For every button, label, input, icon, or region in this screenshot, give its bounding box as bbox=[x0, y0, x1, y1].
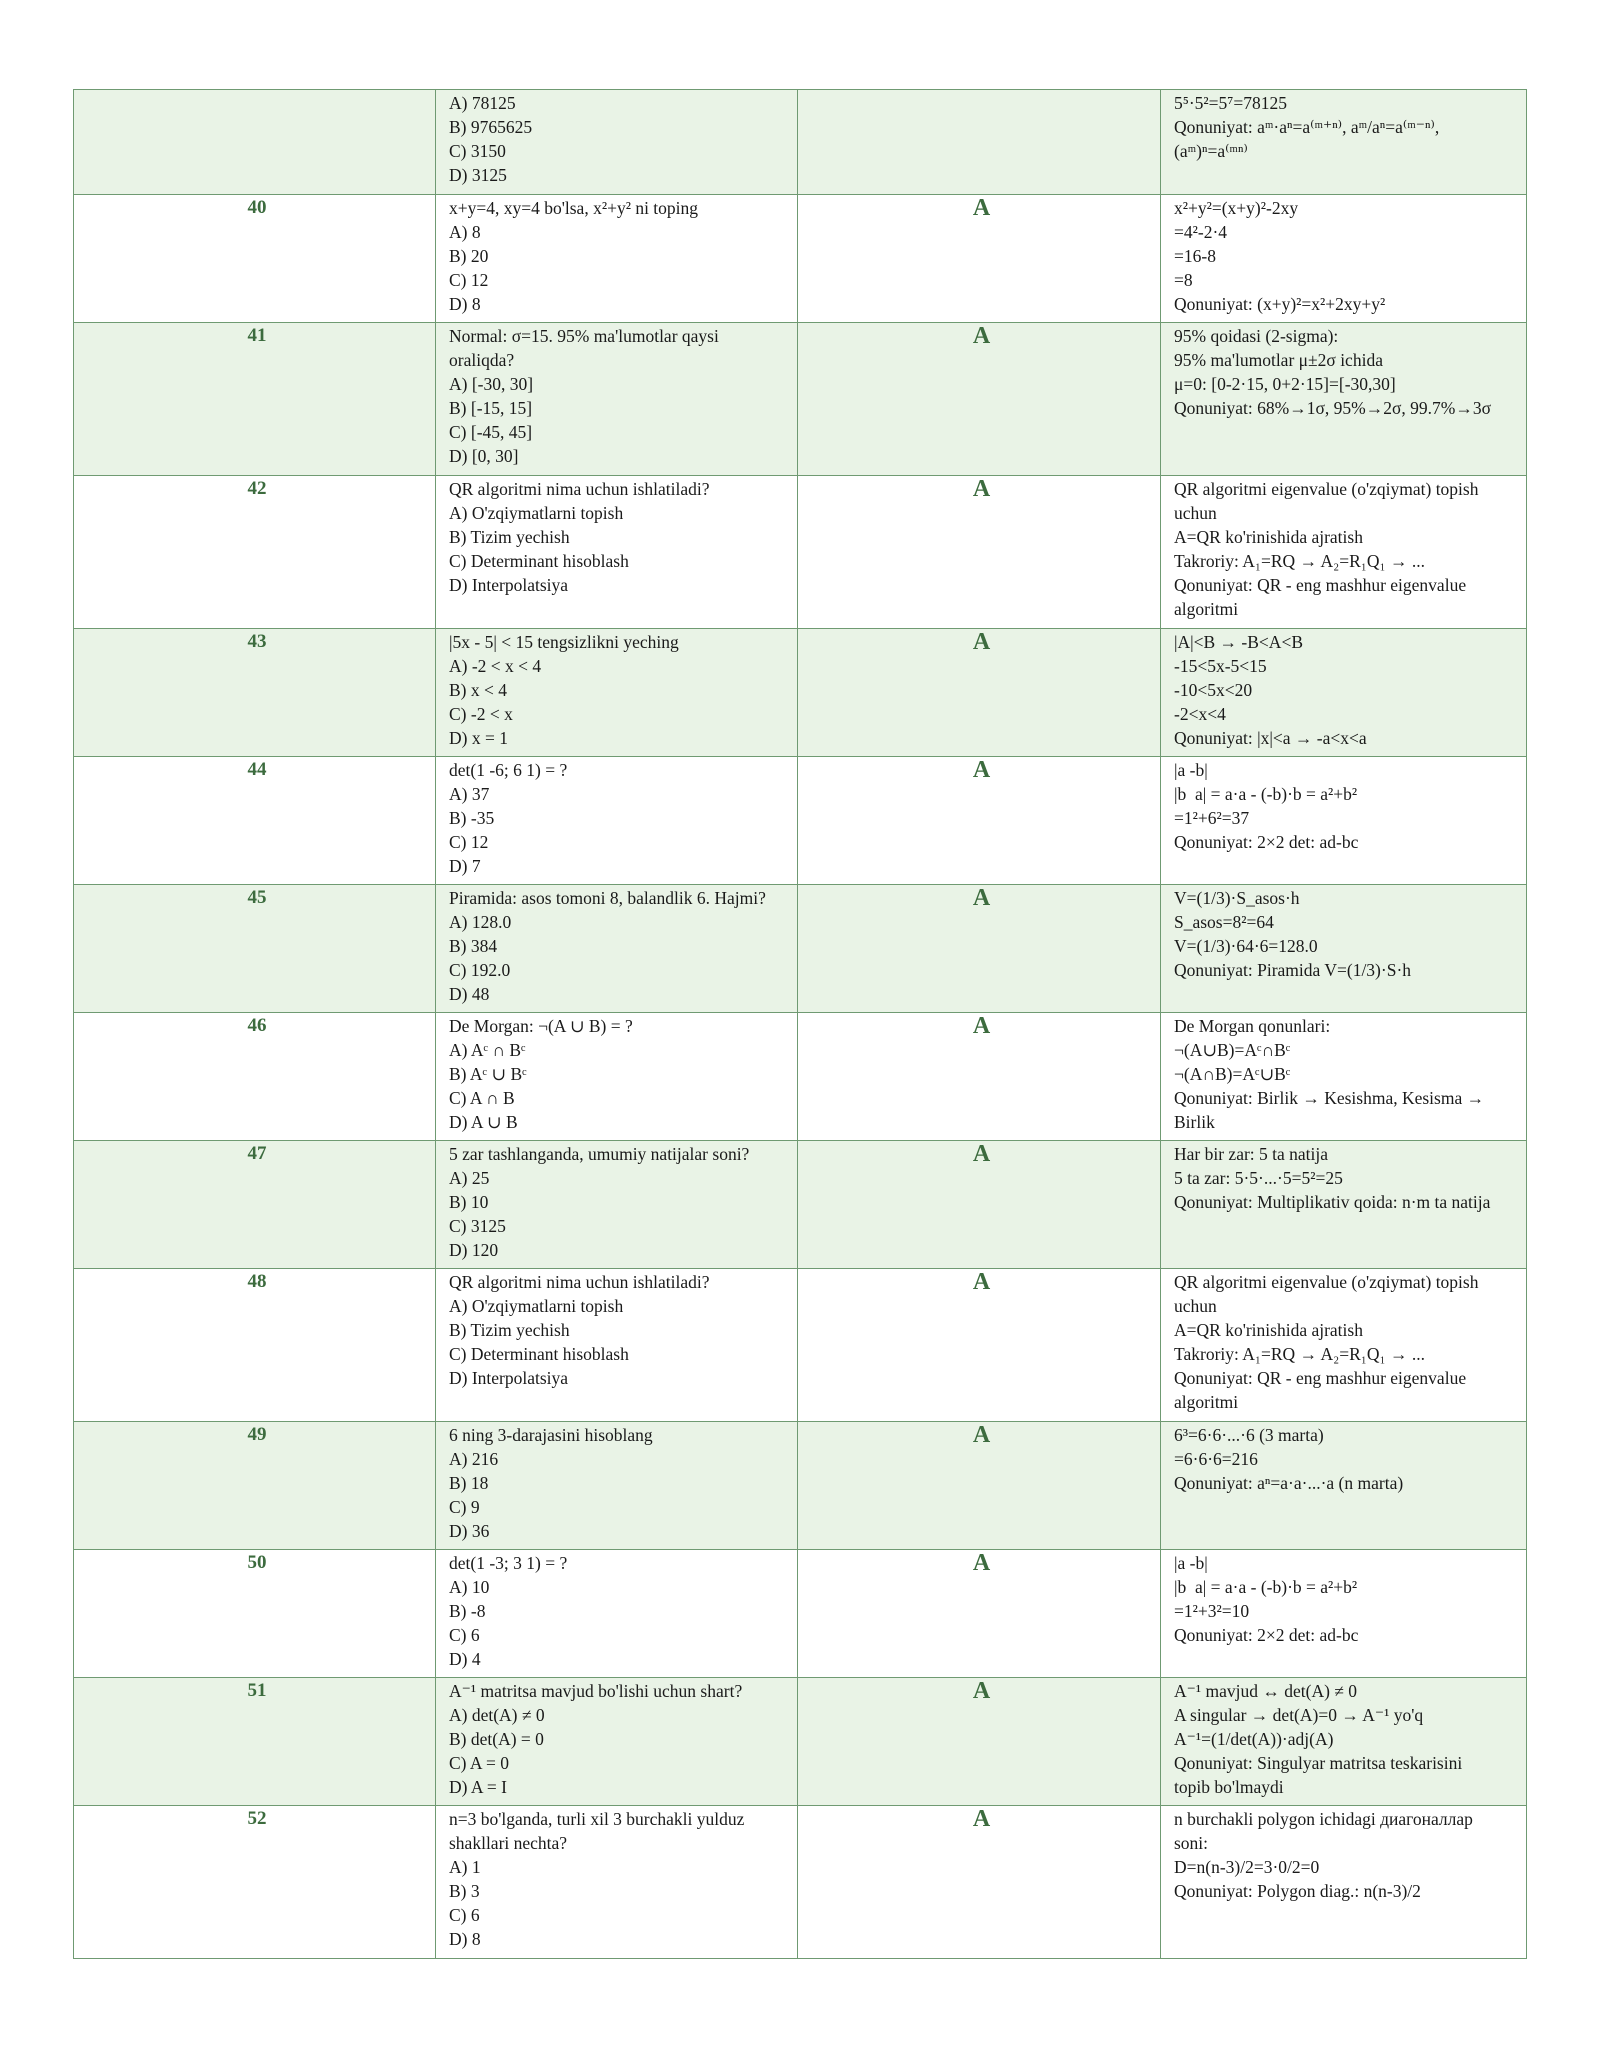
explanation-line: topib bo'lmaydi bbox=[1174, 1777, 1284, 1797]
question-line: B) -35 bbox=[449, 808, 495, 828]
explanation-line: algoritmi bbox=[1174, 599, 1239, 619]
question-number: 45 bbox=[74, 885, 436, 1013]
explanation-line: soni: bbox=[1174, 1833, 1209, 1853]
explanation-line: (aᵐ)ⁿ=a⁽ᵐⁿ⁾ bbox=[1174, 141, 1248, 161]
question-text: n=3 bo'lganda, turli xil 3 burchakli yulduz bbox=[449, 1809, 745, 1829]
explanation-line: A=QR ko'rinishida ajratish bbox=[1174, 1320, 1363, 1340]
question-text: x+y=4, xy=4 bo'lsa, x²+y² ni toping bbox=[449, 198, 699, 218]
explanation-line: Birlik bbox=[1174, 1112, 1215, 1132]
question-line: D) Interpolatsiya bbox=[449, 1368, 569, 1388]
question-number: 44 bbox=[74, 757, 436, 885]
question-line: A) -2 < x < 4 bbox=[449, 656, 542, 676]
question-line: B) -8 bbox=[449, 1601, 486, 1621]
explanation-cell bbox=[1161, 1806, 1527, 1959]
explanation-line: ¬(A∪B)=Aᶜ∩Bᶜ bbox=[1174, 1040, 1291, 1060]
question-line: B) Tizim yechish bbox=[449, 527, 570, 547]
answer-letter: A bbox=[798, 1013, 1161, 1141]
question-cell bbox=[436, 195, 798, 323]
question-line: C) 3125 bbox=[449, 1216, 506, 1236]
question-line: B) 3 bbox=[449, 1881, 480, 1901]
question-line: B) 10 bbox=[449, 1192, 489, 1212]
table-row bbox=[74, 1013, 1527, 1141]
answer-letter: A bbox=[798, 323, 1161, 476]
table-row bbox=[74, 1141, 1527, 1269]
explanation-cell bbox=[1161, 476, 1527, 629]
question-cell bbox=[436, 1269, 798, 1422]
explanation-line: Qonuniyat: Singulyar matritsa teskarisini bbox=[1174, 1753, 1463, 1773]
explanation-line: 5 ta zar: 5·5·...·5=5²=25 bbox=[1174, 1168, 1343, 1188]
question-cell bbox=[436, 1806, 798, 1959]
explanation-line: A⁻¹ mavjud ↔ det(A) ≠ 0 bbox=[1174, 1681, 1358, 1701]
question-line: A) 78125 bbox=[449, 93, 516, 113]
explanation-line: S_asos=8²=64 bbox=[1174, 912, 1274, 932]
explanation-line: |a -b| bbox=[1174, 760, 1208, 780]
question-line: D) 36 bbox=[449, 1521, 490, 1541]
question-line: D) A = I bbox=[449, 1777, 507, 1797]
question-line: A) 216 bbox=[449, 1449, 499, 1469]
explanation-line: =16-8 bbox=[1174, 246, 1216, 266]
question-line: C) Determinant hisoblash bbox=[449, 551, 629, 571]
explanation-line: 95% ma'lumotlar μ±2σ ichida bbox=[1174, 350, 1383, 370]
question-line: A) 128.0 bbox=[449, 912, 512, 932]
table-row bbox=[74, 757, 1527, 885]
explanation-line: Qonuniyat: aᵐ·aⁿ=a⁽ᵐ⁺ⁿ⁾, aᵐ/aⁿ=a⁽ᵐ⁻ⁿ⁾, bbox=[1174, 117, 1440, 137]
explanation-line: =4²-2·4 bbox=[1174, 222, 1228, 242]
question-line: C) -2 < x bbox=[449, 704, 513, 724]
question-line: C) 9 bbox=[449, 1497, 480, 1517]
question-cell bbox=[436, 1550, 798, 1678]
question-text: Piramida: asos tomoni 8, balandlik 6. Hajmi? bbox=[449, 888, 766, 908]
question-line: C) 3150 bbox=[449, 141, 506, 161]
question-line: D) 8 bbox=[449, 1929, 481, 1949]
explanation-line: |b a| = a·a - (-b)·b = a²+b² bbox=[1174, 1577, 1358, 1597]
question-line: C) Determinant hisoblash bbox=[449, 1344, 629, 1364]
explanation-line: ¬(A∩B)=Aᶜ∪Bᶜ bbox=[1174, 1064, 1291, 1084]
table-row bbox=[74, 629, 1527, 757]
question-number: 52 bbox=[74, 1806, 436, 1959]
explanation-cell bbox=[1161, 90, 1527, 195]
question-line: D) [0, 30] bbox=[449, 446, 519, 466]
answer-letter: A bbox=[798, 1550, 1161, 1678]
answer-letter: A bbox=[798, 1269, 1161, 1422]
table-row bbox=[74, 323, 1527, 476]
explanation-line: Qonuniyat: aⁿ=a·a·...·a (n marta) bbox=[1174, 1473, 1404, 1493]
explanation-line: n burchakli polygon ichidagi диагоналлар bbox=[1174, 1809, 1473, 1829]
question-line: C) [-45, 45] bbox=[449, 422, 533, 442]
question-line: A) O'zqiymatlarni topish bbox=[449, 1296, 624, 1316]
explanation-cell bbox=[1161, 1013, 1527, 1141]
explanation-line: =1²+6²=37 bbox=[1174, 808, 1250, 828]
explanation-line: uchun bbox=[1174, 1296, 1217, 1316]
question-line: B) 20 bbox=[449, 246, 489, 266]
explanation-line: Qonuniyat: 68%→1σ, 95%→2σ, 99.7%→3σ bbox=[1174, 398, 1492, 418]
explanation-line: Qonuniyat: |x|<a → -a<x<a bbox=[1174, 728, 1367, 748]
explanation-cell bbox=[1161, 629, 1527, 757]
questions-table bbox=[73, 89, 1527, 1959]
question-number: 48 bbox=[74, 1269, 436, 1422]
question-line: D) 48 bbox=[449, 984, 490, 1004]
explanation-line: |a -b| bbox=[1174, 1553, 1208, 1573]
question-text: QR algoritmi nima uchun ishlatiladi? bbox=[449, 1272, 710, 1292]
question-line: D) 7 bbox=[449, 856, 481, 876]
question-number: 41 bbox=[74, 323, 436, 476]
explanation-line: 6³=6·6·...·6 (3 marta) bbox=[1174, 1425, 1324, 1445]
explanation-line: Takroriy: A₁=RQ → A₂=R₁Q₁ → ... bbox=[1174, 551, 1425, 571]
answer-letter: A bbox=[798, 757, 1161, 885]
explanation-line: |b a| = a·a - (-b)·b = a²+b² bbox=[1174, 784, 1358, 804]
explanation-line: Qonuniyat: Piramida V=(1/3)·S·h bbox=[1174, 960, 1412, 980]
answer-letter: A bbox=[798, 476, 1161, 629]
question-line: B) 18 bbox=[449, 1473, 489, 1493]
table-row bbox=[74, 1269, 1527, 1422]
question-line: C) 12 bbox=[449, 832, 489, 852]
question-text: 5 zar tashlanganda, umumiy natijalar soni? bbox=[449, 1144, 750, 1164]
explanation-line: x²+y²=(x+y)²-2xy bbox=[1174, 198, 1299, 218]
table-row bbox=[74, 1678, 1527, 1806]
explanation-line: |A|<B → -B<A<B bbox=[1174, 632, 1303, 652]
question-line: B) [-15, 15] bbox=[449, 398, 533, 418]
question-text: A⁻¹ matritsa mavjud bo'lishi uchun shart? bbox=[449, 1681, 743, 1701]
explanation-cell bbox=[1161, 323, 1527, 476]
explanation-line: uchun bbox=[1174, 503, 1217, 523]
explanation-line: A singular → det(A)=0 → A⁻¹ yo'q bbox=[1174, 1705, 1424, 1725]
question-line: A) [-30, 30] bbox=[449, 374, 534, 394]
explanation-line: μ=0: [0-2·15, 0+2·15]=[-30,30] bbox=[1174, 374, 1396, 394]
answer-letter: A bbox=[798, 1141, 1161, 1269]
answer-letter: A bbox=[798, 1678, 1161, 1806]
table-row bbox=[74, 1550, 1527, 1678]
question-number: 42 bbox=[74, 476, 436, 629]
question-line: B) det(A) = 0 bbox=[449, 1729, 544, 1749]
explanation-line: -10<5x<20 bbox=[1174, 680, 1253, 700]
question-line: A) 10 bbox=[449, 1577, 490, 1597]
question-line: D) Interpolatsiya bbox=[449, 575, 569, 595]
explanation-line: Qonuniyat: Multiplikativ qoida: n·m ta natija bbox=[1174, 1192, 1491, 1212]
question-cell bbox=[436, 757, 798, 885]
explanation-cell bbox=[1161, 1422, 1527, 1550]
question-text: QR algoritmi nima uchun ishlatiladi? bbox=[449, 479, 710, 499]
question-line: shakllari nechta? bbox=[449, 1833, 568, 1853]
question-number: 43 bbox=[74, 629, 436, 757]
answer-letter: A bbox=[798, 885, 1161, 1013]
question-line: D) x = 1 bbox=[449, 728, 508, 748]
table-row bbox=[74, 90, 1527, 195]
explanation-line: A⁻¹=(1/det(A))·adj(A) bbox=[1174, 1729, 1334, 1749]
question-cell bbox=[436, 1013, 798, 1141]
question-line: D) 120 bbox=[449, 1240, 499, 1260]
answer-letter: A bbox=[798, 1806, 1161, 1959]
table-row bbox=[74, 1422, 1527, 1550]
explanation-line: V=(1/3)·64·6=128.0 bbox=[1174, 936, 1318, 956]
question-line: A) 1 bbox=[449, 1857, 481, 1877]
explanation-cell bbox=[1161, 757, 1527, 885]
question-line: D) 3125 bbox=[449, 165, 507, 185]
explanation-line: Qonuniyat: QR - eng mashhur eigenvalue bbox=[1174, 1368, 1467, 1388]
question-text: Normal: σ=15. 95% ma'lumotlar qaysi bbox=[449, 326, 719, 346]
question-line: D) A ∪ B bbox=[449, 1112, 518, 1132]
question-line: B) 384 bbox=[449, 936, 498, 956]
question-line: B) Aᶜ ∪ Bᶜ bbox=[449, 1064, 527, 1084]
explanation-line: Qonuniyat: 2×2 det: ad-bc bbox=[1174, 832, 1359, 852]
explanation-line: Qonuniyat: QR - eng mashhur eigenvalue bbox=[1174, 575, 1467, 595]
question-text: det(1 -6; 6 1) = ? bbox=[449, 760, 568, 780]
answer-letter: A bbox=[798, 1422, 1161, 1550]
explanation-line: A=QR ko'rinishida ajratish bbox=[1174, 527, 1363, 547]
question-cell bbox=[436, 476, 798, 629]
question-line: D) 4 bbox=[449, 1649, 481, 1669]
question-line: D) 8 bbox=[449, 294, 481, 314]
explanation-line: Qonuniyat: Birlik → Kesishma, Kesisma → bbox=[1174, 1088, 1485, 1108]
question-cell bbox=[436, 1141, 798, 1269]
question-number: 47 bbox=[74, 1141, 436, 1269]
question-number: 51 bbox=[74, 1678, 436, 1806]
explanation-cell bbox=[1161, 1678, 1527, 1806]
question-line: A) O'zqiymatlarni topish bbox=[449, 503, 624, 523]
explanation-cell bbox=[1161, 1141, 1527, 1269]
answer-letter bbox=[798, 90, 1161, 195]
explanation-line: -15<5x-5<15 bbox=[1174, 656, 1267, 676]
question-cell bbox=[436, 90, 798, 195]
answer-letter: A bbox=[798, 629, 1161, 757]
explanation-cell bbox=[1161, 885, 1527, 1013]
question-text: |5x - 5| < 15 tengsizlikni yeching bbox=[449, 632, 679, 652]
explanation-line: -2<x<4 bbox=[1174, 704, 1226, 724]
question-line: C) 12 bbox=[449, 270, 489, 290]
question-cell bbox=[436, 629, 798, 757]
question-line: C) 6 bbox=[449, 1625, 480, 1645]
question-line: A) det(A) ≠ 0 bbox=[449, 1705, 545, 1725]
explanation-line: Takroriy: A₁=RQ → A₂=R₁Q₁ → ... bbox=[1174, 1344, 1425, 1364]
question-line: C) A = 0 bbox=[449, 1753, 509, 1773]
question-cell bbox=[436, 885, 798, 1013]
explanation-cell bbox=[1161, 195, 1527, 323]
explanation-line: QR algoritmi eigenvalue (o'zqiymat) topish bbox=[1174, 1272, 1479, 1292]
questions-table-body bbox=[74, 90, 1527, 1959]
explanation-line: Qonuniyat: 2×2 det: ad-bc bbox=[1174, 1625, 1359, 1645]
question-cell bbox=[436, 1422, 798, 1550]
question-line: oraliqda? bbox=[449, 350, 515, 370]
question-text: De Morgan: ¬(A ∪ B) = ? bbox=[449, 1016, 633, 1036]
answer-letter: A bbox=[798, 195, 1161, 323]
explanation-line: algoritmi bbox=[1174, 1392, 1239, 1412]
table-row bbox=[74, 195, 1527, 323]
question-line: C) 192.0 bbox=[449, 960, 511, 980]
question-line: A) 37 bbox=[449, 784, 490, 804]
explanation-line: Qonuniyat: Polygon diag.: n(n-3)/2 bbox=[1174, 1881, 1421, 1901]
question-line: A) Aᶜ ∩ Bᶜ bbox=[449, 1040, 526, 1060]
explanation-line: Har bir zar: 5 ta natija bbox=[1174, 1144, 1329, 1164]
question-line: A) 25 bbox=[449, 1168, 490, 1188]
explanation-line: =8 bbox=[1174, 270, 1193, 290]
explanation-line: =6·6·6=216 bbox=[1174, 1449, 1258, 1469]
explanation-line: 95% qoidasi (2-sigma): bbox=[1174, 326, 1339, 346]
table-row bbox=[74, 476, 1527, 629]
explanation-line: De Morgan qonunlari: bbox=[1174, 1016, 1331, 1036]
question-line: C) A ∩ B bbox=[449, 1088, 515, 1108]
question-line: A) 8 bbox=[449, 222, 481, 242]
question-line: B) 9765625 bbox=[449, 117, 533, 137]
question-cell bbox=[436, 323, 798, 476]
question-line: B) Tizim yechish bbox=[449, 1320, 570, 1340]
explanation-line: Qonuniyat: (x+y)²=x²+2xy+y² bbox=[1174, 294, 1386, 314]
question-cell bbox=[436, 1678, 798, 1806]
table-row bbox=[74, 885, 1527, 1013]
explanation-cell bbox=[1161, 1550, 1527, 1678]
question-number: 46 bbox=[74, 1013, 436, 1141]
explanation-line: D=n(n-3)/2=3·0/2=0 bbox=[1174, 1857, 1320, 1877]
question-number: 49 bbox=[74, 1422, 436, 1550]
question-number: 40 bbox=[74, 195, 436, 323]
explanation-line: V=(1/3)·S_asos·h bbox=[1174, 888, 1300, 908]
question-number bbox=[74, 90, 436, 195]
explanation-line: QR algoritmi eigenvalue (o'zqiymat) topish bbox=[1174, 479, 1479, 499]
explanation-line: 5⁵·5²=5⁷=78125 bbox=[1174, 93, 1288, 113]
question-line: C) 6 bbox=[449, 1905, 480, 1925]
table-row bbox=[74, 1806, 1527, 1959]
explanation-line: =1²+3²=10 bbox=[1174, 1601, 1250, 1621]
question-text: det(1 -3; 3 1) = ? bbox=[449, 1553, 568, 1573]
question-number: 50 bbox=[74, 1550, 436, 1678]
question-text: 6 ning 3-darajasini hisoblang bbox=[449, 1425, 653, 1445]
explanation-cell bbox=[1161, 1269, 1527, 1422]
question-line: B) x < 4 bbox=[449, 680, 507, 700]
